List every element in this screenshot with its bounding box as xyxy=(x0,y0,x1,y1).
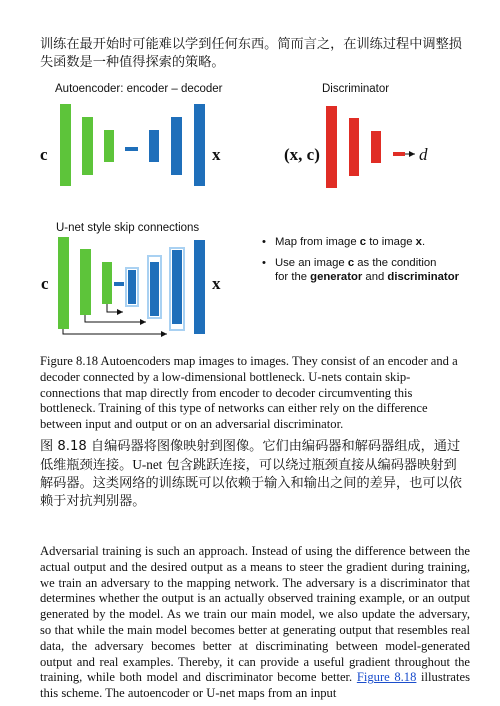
autoencoder-output-label: x xyxy=(212,145,221,164)
body-paragraph: Adversarial training is such an approach. Instead of using the difference between the actual output and the desired output as a means to steer the gradient during training, we train an adversary to the mapping network. The adversary is a discriminator that determines whether the output is an actually observed training example, or an output generated by the model. As we train our main model, we also update the adversary, so that while the main model becomes better at generating output that resembles real data, the adversary becomes better at discriminating between model-generated output and real examples. Thereby, it can provide a useful gradient throughout the training, while both model and discriminator become better. Figure 8.18 illustrates this scheme. The autoencoder or U-net maps from an input xyxy=(40,544,471,701)
figure-caption-cn: 图 8.18 自编码器将图像映射到图像。它们由编码器和解码器组成，通过低维瓶颈连接。U-net 包含跳跃连接，可以绕过瓶颈直接从编码器映射到解码器。这类网络的训练既可以依赖于输入和输出之间的差异，也可以依赖于对抗判别器。 xyxy=(40,439,462,509)
autoencoder-decoder xyxy=(149,104,205,186)
skip-arrow-2 xyxy=(85,315,146,322)
encoder-layer-1 xyxy=(60,104,71,186)
unet-input-label: c xyxy=(41,274,49,293)
discriminator-input-label: (x, c) xyxy=(284,145,320,164)
figure-8-18 xyxy=(0,0,500,350)
autoencoder-input-label: c xyxy=(40,145,48,164)
autoencoder-encoder xyxy=(60,104,114,186)
unet-decoder xyxy=(128,240,205,334)
figure-bullets xyxy=(262,235,500,291)
bullet-condition: • Use an image c as the condition for the generator and discriminator xyxy=(262,256,500,285)
discriminator-title: Discriminator xyxy=(322,83,390,95)
skip-arrow-1 xyxy=(107,304,123,312)
bullet-map: • Map from image c to image x. xyxy=(262,235,500,250)
disc-layer-2 xyxy=(349,118,359,176)
unet-decoder-layer-2 xyxy=(150,262,159,316)
disc-layer-1 xyxy=(326,106,337,188)
discriminator-output-label: d xyxy=(419,145,428,164)
figure-caption-en: Figure 8.18 Autoencoders map images to images. They consist of an encoder and a decoder connected by a low-dimensional bottleneck. U-nets contain skip-connections that map directly from encoder to decoder circumventing this bottleneck. Training of this type of networks can either rely on the difference between input and output or on an adversarial discriminator. xyxy=(40,354,458,432)
skip-arrow-3 xyxy=(63,329,167,334)
disc-layer-3 xyxy=(371,131,381,163)
unet-decoder-layer-1 xyxy=(128,270,136,304)
figure-reference-link[interactable]: Figure 8.18 xyxy=(356,670,417,685)
unet-decoder-layer-4 xyxy=(194,240,205,334)
decoder-layer-1 xyxy=(149,130,159,162)
unet-title: U-net style skip connections xyxy=(56,222,200,234)
unet-decoder-layer-3 xyxy=(172,250,182,324)
unet-output-label: x xyxy=(212,274,221,293)
bottleneck xyxy=(125,147,138,151)
decoder-layer-2 xyxy=(171,117,182,175)
unet-encoder-layer-1 xyxy=(58,237,69,329)
encoder-layer-3 xyxy=(104,130,114,162)
discriminator-network xyxy=(326,106,405,188)
autoencoder-title: Autoencoder: encoder – decoder xyxy=(55,83,223,95)
unet-encoder-layer-3 xyxy=(102,262,112,304)
unet-encoder-layer-2 xyxy=(80,249,91,315)
intro-paragraph-cn: 训练在最开始时可能难以学到任何东西。简而言之，在训练过程中调整损失函数是一种值得探索的策略。 xyxy=(40,37,462,70)
disc-output-unit xyxy=(393,152,405,156)
encoder-layer-2 xyxy=(82,117,93,175)
decoder-layer-3 xyxy=(194,104,205,186)
unet-bottleneck xyxy=(114,282,124,286)
